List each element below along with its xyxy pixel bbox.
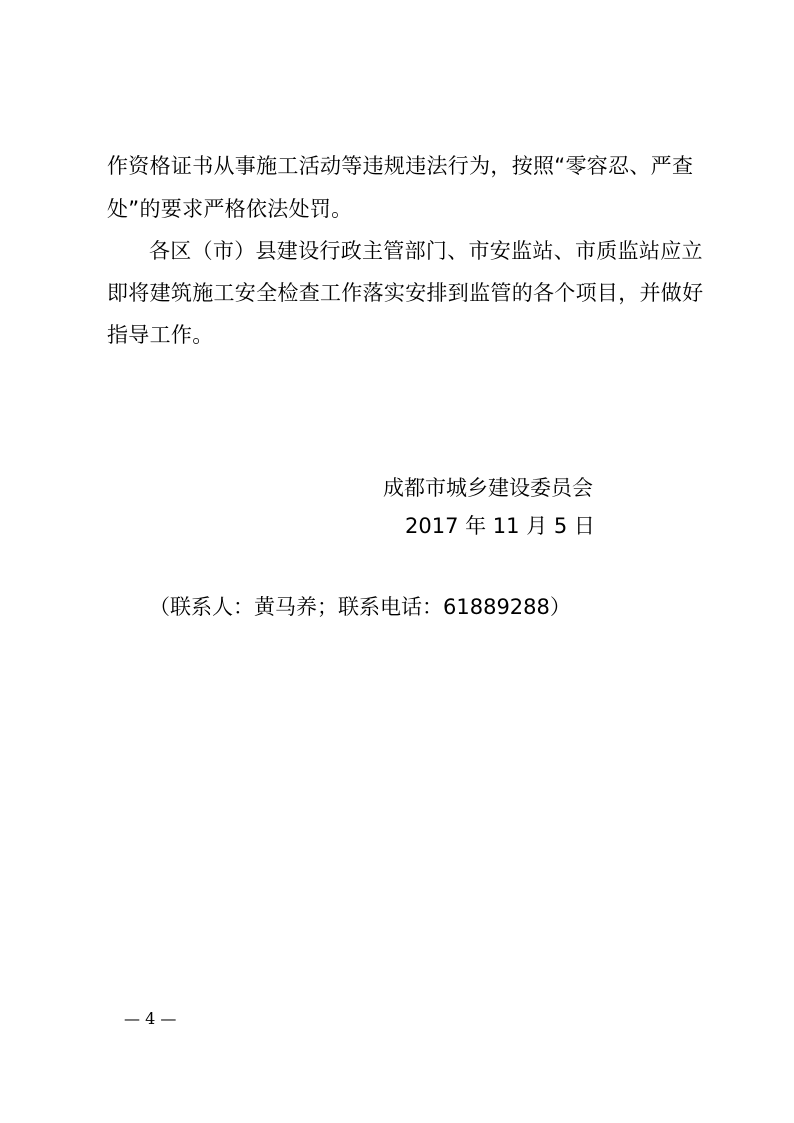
contact-info: （联系人：黄马养；联系电话：61889288） <box>149 595 571 619</box>
page-number: — 4 — <box>124 1009 177 1028</box>
paragraph-1-line-2: 处”的要求严格依法处罚。 <box>107 197 353 221</box>
paragraph-2-line-2: 即将建筑施工安全检查工作落实安排到监管的各个项目，并做好 <box>107 281 704 305</box>
paragraph-2-line-3: 指导工作。 <box>107 323 214 347</box>
signature-organization: 成都市城乡建设委员会 <box>383 476 593 500</box>
signature-date: 2017 年 11 月 5 日 <box>405 514 595 538</box>
paragraph-2-line-1: 各区（市）县建设行政主管部门、市安监站、市质监站应立 <box>149 239 703 263</box>
paragraph-1-line-1: 作资格证书从事施工活动等违规违法行为，按照“零容忍、严查 <box>107 154 694 178</box>
